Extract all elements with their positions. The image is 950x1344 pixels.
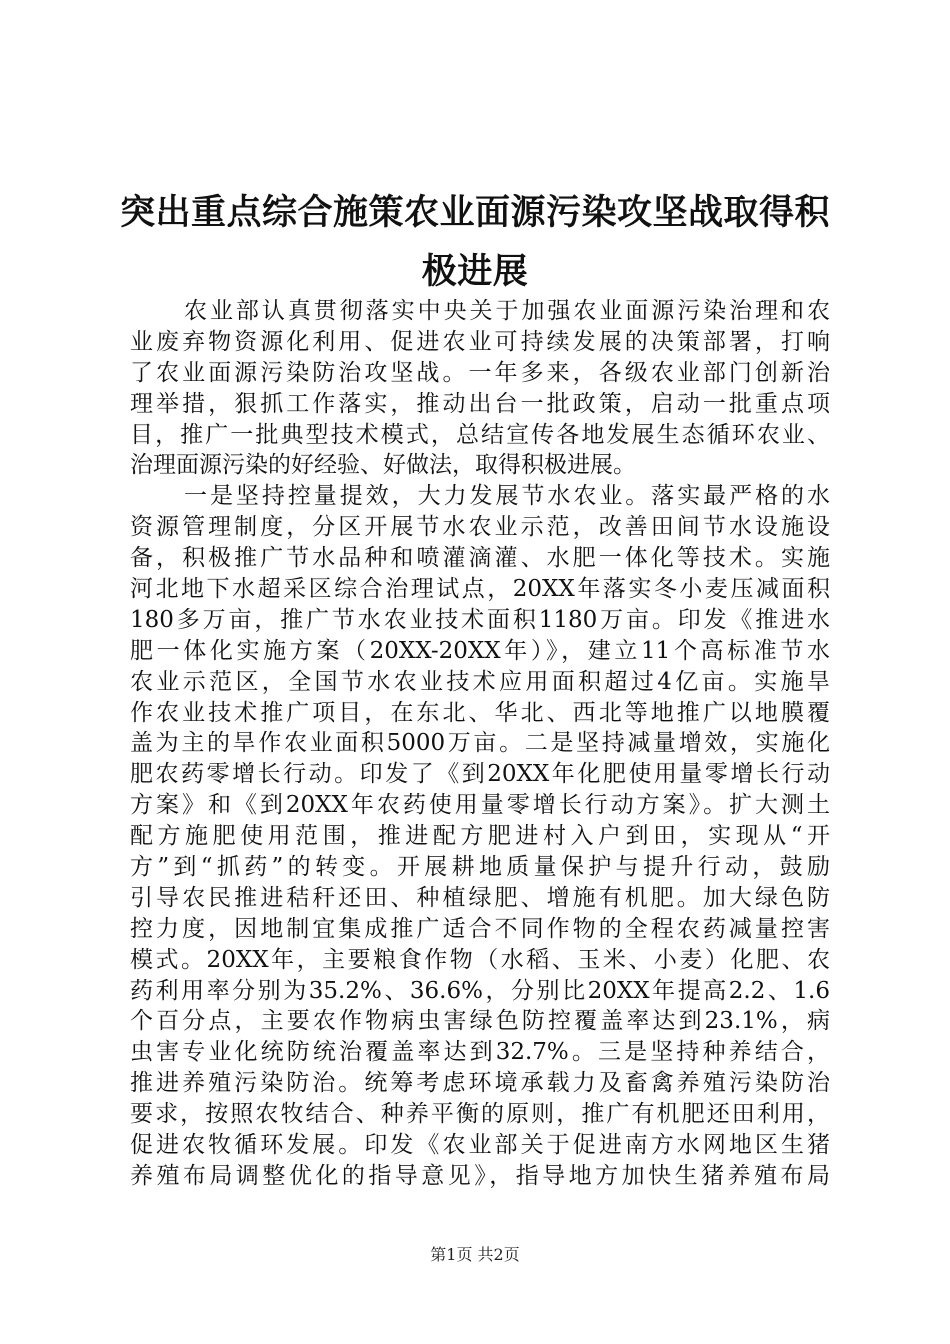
body-line: 资源管理制度，分区开展节水农业示范，改善田间节水设施设 xyxy=(130,514,830,541)
body-line: 河北地下水超采区综合治理试点，20XX年落实冬小麦压减面积 xyxy=(130,576,830,603)
body-line: 作农业技术推广项目，在东北、华北、西北等地推广以地膜覆 xyxy=(130,699,830,726)
body-line: 促进农牧循环发展。印发《农业部关于促进南方水网地区生猪 xyxy=(130,1132,830,1159)
body-line: 理举措，狠抓工作落实，推动出台一批政策，启动一批重点项 xyxy=(130,390,830,417)
body-line: 养殖布局调整优化的指导意见》，指导地方加快生猪养殖布局 xyxy=(130,1162,830,1189)
body-line: 方”到“抓药”的转变。开展耕地质量保护与提升行动，鼓励 xyxy=(130,854,830,881)
document-body xyxy=(130,296,830,1192)
body-line: 配方施肥使用范围，推进配方肥进村入户到田，实现从“开 xyxy=(130,823,830,850)
body-line: 推进养殖污染防治。统筹考虑环境承载力及畜禽养殖污染防治 xyxy=(130,1070,830,1097)
body-line: 药利用率分别为35.2%、36.6%，分别比20XX年提高2.2、1.6 xyxy=(130,977,830,1004)
body-line: 引导农民推进秸秆还田、种植绿肥、增施有机肥。加大绿色防 xyxy=(130,884,830,911)
body-line: 要求，按照农牧结合、种养平衡的原则，推广有机肥还田利用， xyxy=(130,1101,830,1128)
body-line: 虫害专业化统防统治覆盖率达到32.7%。三是坚持种养结合， xyxy=(130,1039,830,1066)
body-line: 方案》和《到20XX年农药使用量零增长行动方案》。扩大测土 xyxy=(130,792,830,819)
body-line: 个百分点，主要农作物病虫害绿色防控覆盖率达到23.1%，病 xyxy=(130,1008,830,1035)
page-number-footer: 第1页 共2页 xyxy=(430,1245,520,1264)
body-line: 治理面源污染的好经验、好做法，取得积极进展。 xyxy=(130,452,636,479)
body-line: 农业示范区，全国节水农业技术应用面积超过4亿亩。实施旱 xyxy=(130,668,830,695)
document-title-line-2: 极进展 xyxy=(421,251,529,292)
document-title-line-1: 突出重点综合施策农业面源污染攻坚战取得积 xyxy=(120,192,831,233)
body-line: 肥农药零增长行动。印发了《到20XX年化肥使用量零增长行动 xyxy=(130,761,830,788)
body-line: 业废弃物资源化利用、促进农业可持续发展的决策部署，打响 xyxy=(130,328,830,355)
body-line: 控力度，因地制宜集成推广适合不同作物的全程农药减量控害 xyxy=(130,915,830,942)
body-line: 180多万亩，推广节水农业技术面积1180万亩。印发《推进水 xyxy=(130,606,830,633)
body-line: 目，推广一批典型技术模式，总结宣传各地发展生态循环农业、 xyxy=(130,421,830,448)
body-line: 备，积极推广节水品种和喷灌滴灌、水肥一体化等技术。实施 xyxy=(130,545,830,572)
body-line: 肥一体化实施方案（20XX-20XX年）》，建立11个高标准节水 xyxy=(130,637,830,664)
body-line: 了农业面源污染防治攻坚战。一年多来，各级农业部门创新治 xyxy=(130,359,830,386)
body-line: 盖为主的旱作农业面积5000万亩。二是坚持减量增效，实施化 xyxy=(130,730,830,757)
body-line: 农业部认真贯彻落实中央关于加强农业面源污染治理和农 xyxy=(184,298,830,324)
body-line: 模式。20XX年，主要粮食作物（水稻、玉米、小麦）化肥、农 xyxy=(130,946,830,973)
body-line: 一是坚持控量提效，大力发展节水农业。落实最严格的水 xyxy=(184,483,830,510)
